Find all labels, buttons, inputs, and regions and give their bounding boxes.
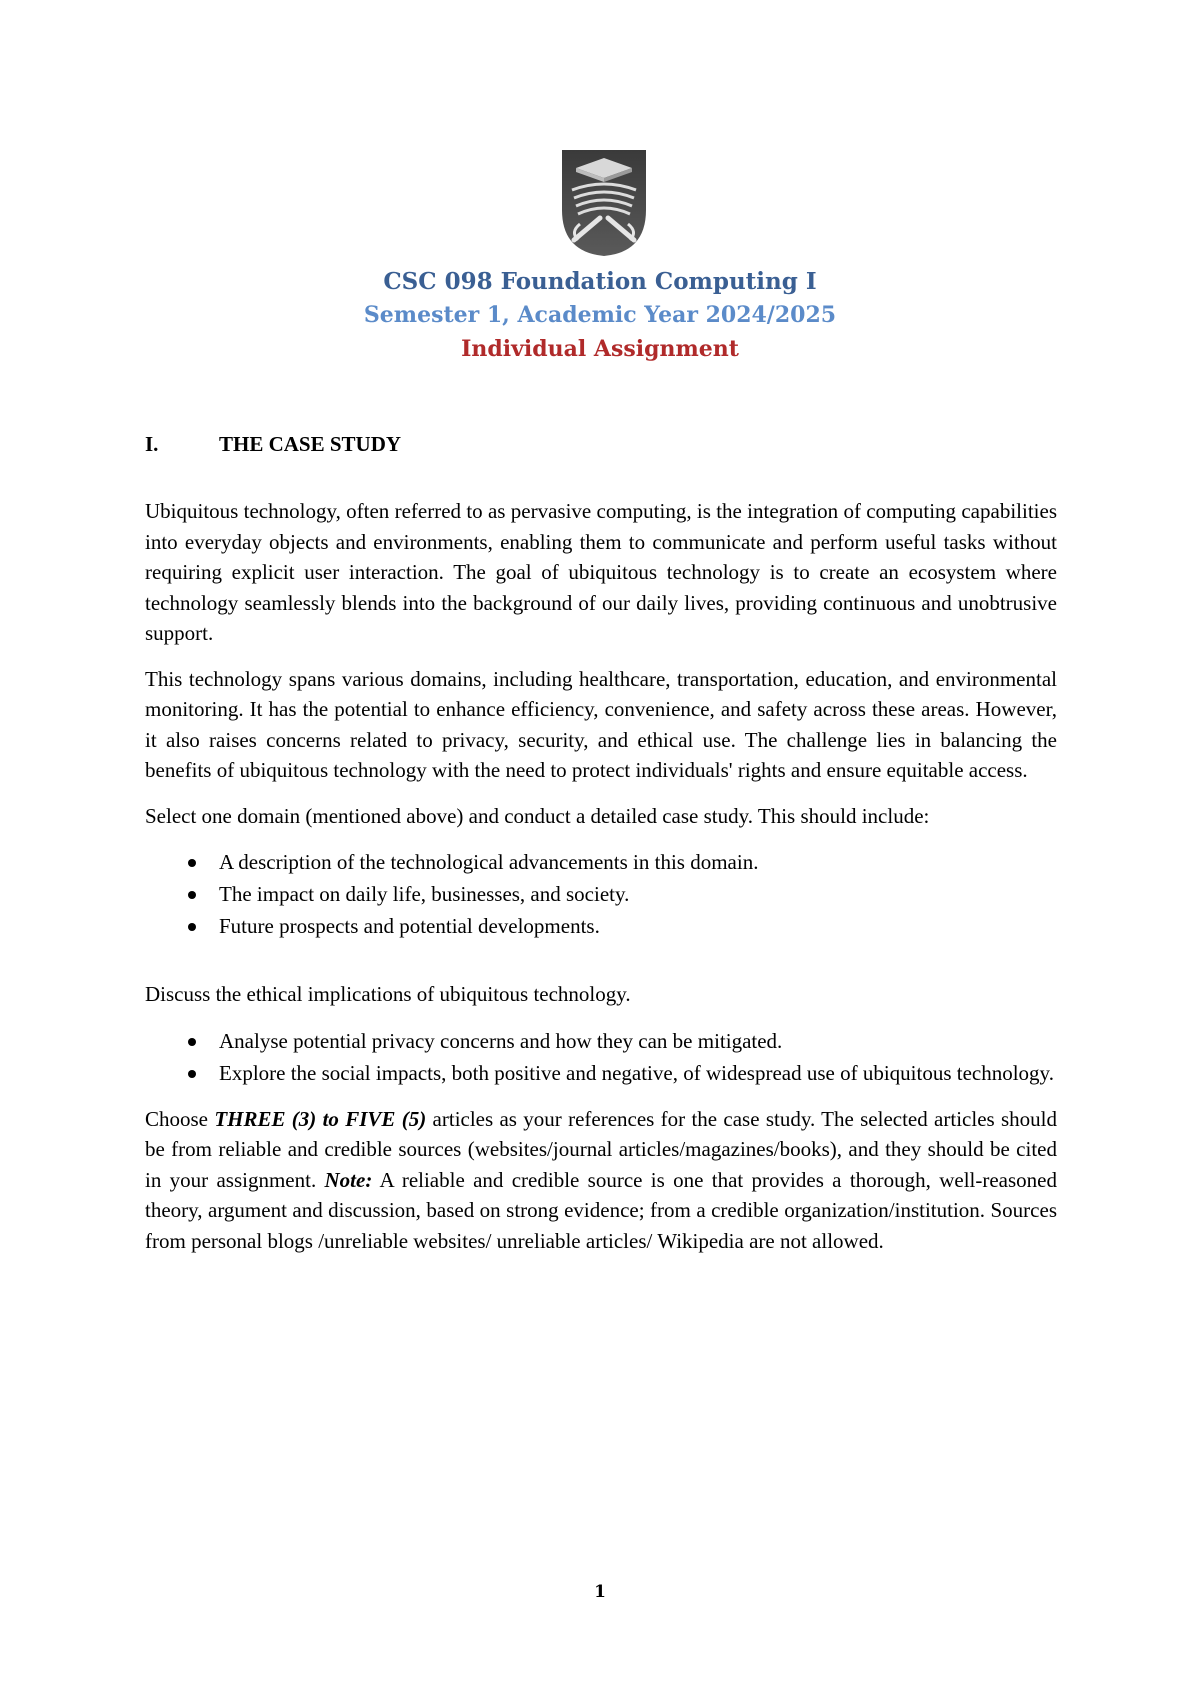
university-crest-icon — [560, 148, 648, 258]
paragraph-intro: Ubiquitous technology, often referred to as pervasive computing, is the integration of computing capabilities into everyday objects and environments, enabling them to communicate and perform useful tasks without requiring explicit user interaction. The goal of ubiquitous technology is to create an ecosystem where technology seamlessly blends into the background of our daily lives, providing continuous and unobtrusive support. — [145, 499, 1057, 645]
list-item: Future prospects and potential developments. — [219, 910, 1057, 942]
section-heading — [145, 432, 401, 457]
case-study-requirements-list — [145, 846, 1057, 942]
list-item: Explore the social impacts, both positive and negative, of widespread use of ubiquitous technology. — [219, 1057, 1057, 1089]
assignment-type: Individual Assignment — [461, 336, 739, 362]
course-title: CSC 098 Foundation Computing I — [383, 268, 817, 295]
list-item: A description of the technological advancements in this domain. — [219, 846, 1057, 878]
paragraph-references — [145, 1104, 1057, 1257]
paragraph-domains: This technology spans various domains, including healthcare, transportation, education, and environmental monitoring. It has the potential to enhance efficiency, convenience, and safety across these areas. However, it also raises concerns related to privacy, security, and ethical use. The challenge lies in balancing the benefits of ubiquitous technology with the need to protect individuals' rights and ensure equitable access. — [145, 666, 1057, 782]
case-study-body — [145, 496, 1057, 1271]
paragraph-select-domain: Select one domain (mentioned above) and conduct a detailed case study. This should include: — [145, 803, 930, 828]
list-item: Analyse potential privacy concerns and how they can be mitigated. — [219, 1025, 1057, 1057]
ethics-requirements-list — [145, 1025, 1057, 1089]
references-text-mid: articles as your references for the case study. The selected articles should be from reliable and credible sources (websites/journal articles/magazines/books), and they should be cited in your assignment. — [145, 1106, 1058, 1192]
semester-line: Semester 1, Academic Year 2024/2025 — [363, 302, 837, 328]
references-count-emphasis: THREE (3) to FIVE (5) — [214, 1106, 427, 1131]
paragraph-ethics: Discuss the ethical implications of ubiquitous technology. — [145, 982, 631, 1006]
references-text-end: A reliable and credible source is one that provides a thorough, well-reasoned theory, argument and discussion, based on strong evidence; from a credible organization/institution. Sources from personal blogs /unreliable websites/ unreliable articles/ Wikipedia are not allowed. — [145, 1167, 1057, 1253]
page-number: 1 — [594, 1582, 606, 1602]
section-number: I. — [145, 432, 159, 456]
note-label: Note: — [324, 1167, 373, 1192]
section-title: THE CASE STUDY — [219, 432, 402, 456]
list-item: The impact on daily life, businesses, and society. — [219, 878, 1057, 910]
references-text-start: Choose — [145, 1106, 215, 1131]
